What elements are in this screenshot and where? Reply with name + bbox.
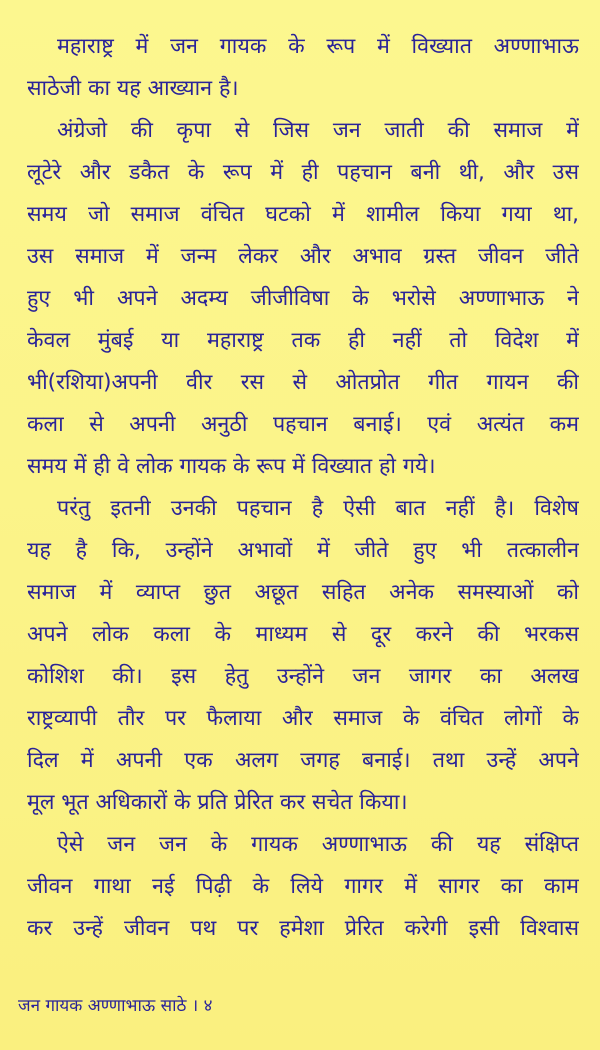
text-line: परंतु इतनी उनकी पहचान है ऐसी बात नहीं है। विशेष [57,496,579,521]
text-line: भी(रशिया)अपनी वीर रस से ओतप्रोत गीत गायन की [27,370,579,395]
text-line: उस समाज में जन्म लेकर और अभाव ग्रस्त जीवन जीते [27,244,579,269]
text-line: दिल में अपनी एक अलग जगह बनाई। तथा उन्हें अपने [27,748,579,773]
text-line: मूल भूत अधिकारों के प्रति प्रेरित कर सचेत किया। [27,790,408,815]
text-line: अपने लोक कला के माध्यम से दूर करने की भरकस [27,622,579,647]
footer-text: जन गायक अण्णाभाऊ साठे । ४ [18,996,213,1016]
page-footer [18,994,212,1018]
text-line: हुए भी अपने अदम्य जीजीविषा के भरोसे अण्णाभाऊ ने [27,286,579,311]
text-line: समय जो समाज वंचित घटको में शामील किया गया था, [27,202,579,227]
text-line: अंग्रेजो की कृपा से जिस जन जाती की समाज में [57,118,579,143]
text-line: राष्ट्रव्यापी तौर पर फैलाया और समाज के वंचित लोगों के [27,706,579,731]
text-line: ऐसे जन जन के गायक अण्णाभाऊ की यह संक्षिप्त [57,832,579,857]
text-line: लूटेरे और डकैत के रूप में ही पहचान बनी थी, और उस [27,160,579,185]
text-line: कोशिश की। इस हेतु उन्होंने जन जागर का अलख [27,664,579,689]
text-line: समय में ही वे लोक गायक के रूप में विख्यात हो गये। [27,454,436,479]
text-line: जीवन गाथा नई पिढ़ी के लिये गागर में सागर का काम [27,874,579,899]
text-line: कर उन्हें जीवन पथ पर हमेशा प्रेरित करेगी इसी विश्वास [27,916,579,941]
text-line: महाराष्ट्र में जन गायक के रूप में विख्यात अण्णाभाऊ [57,34,579,59]
body-text [27,26,579,950]
text-line: केवल मुंबई या महाराष्ट्र तक ही नहीं तो विदेश में [27,328,579,353]
text-line: कला से अपनी अनुठी पहचान बनाई। एवं अत्यंत कम [27,412,579,437]
text-line: समाज में व्याप्त छुत अछूत सहित अनेक समस्याओं को [27,580,579,605]
text-line: यह है कि, उन्होंने अभावों में जीते हुए भी तत्कालीन [27,538,579,563]
text-line: साठेजी का यह आख्यान है। [27,76,239,101]
